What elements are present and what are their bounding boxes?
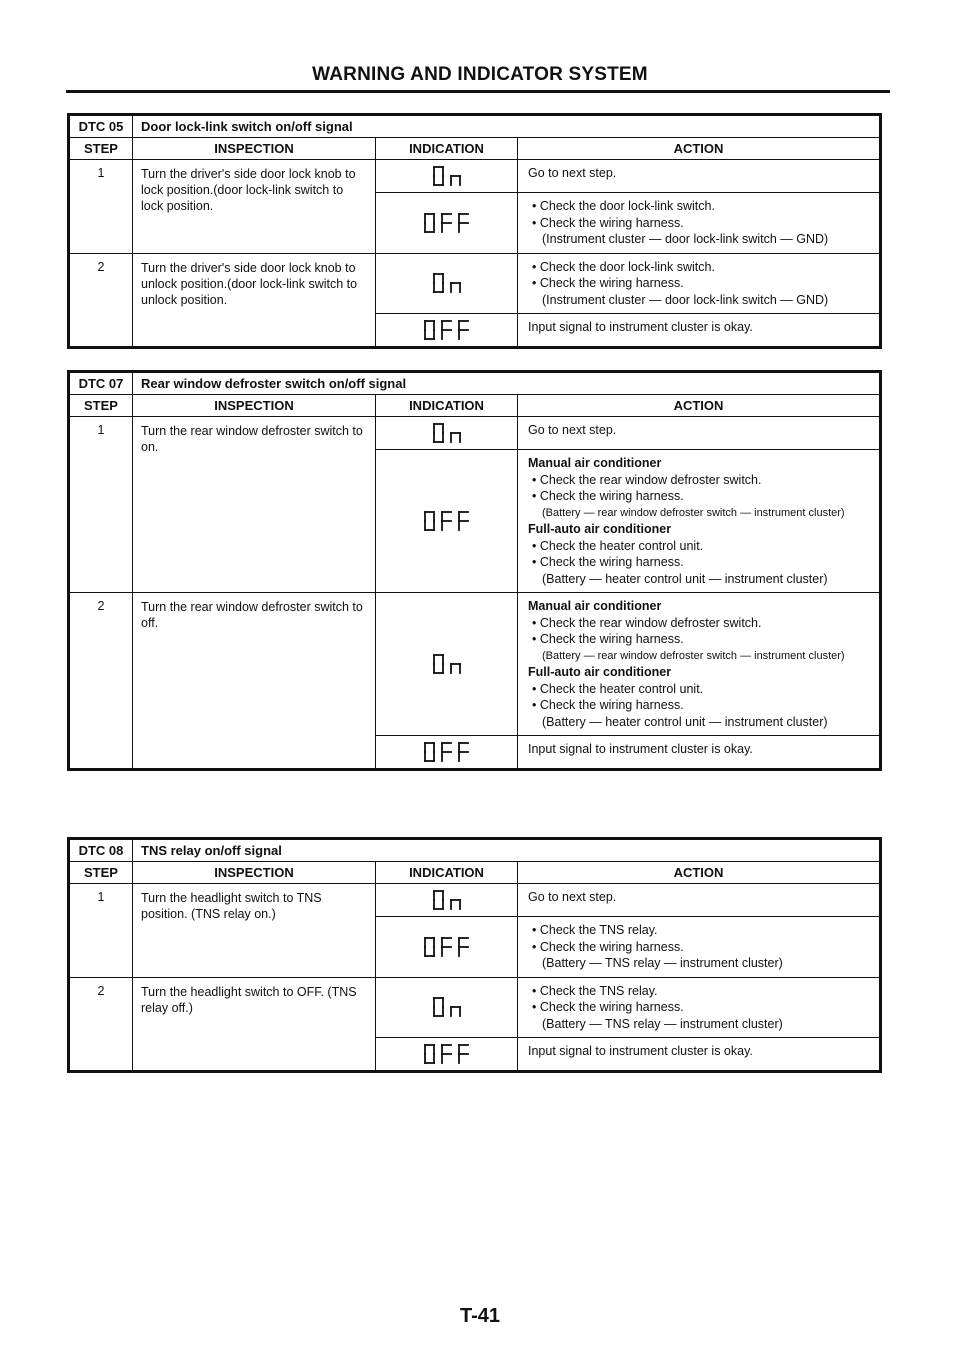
col-inspection: INSPECTION	[133, 138, 376, 160]
table-row	[70, 593, 880, 736]
indication-display-off	[376, 450, 518, 593]
action-cell	[518, 917, 880, 978]
col-indication: INDICATION	[376, 138, 518, 160]
action-line: Input signal to instrument cluster is okay.	[528, 1044, 753, 1058]
indication-display-on	[376, 884, 518, 917]
action-line: (Battery — rear window defroster switch — instrument cluster)	[542, 649, 845, 662]
table-row	[70, 160, 880, 193]
inspection-text: Turn the headlight switch to TNS position. (TNS relay on.)	[133, 884, 376, 978]
action-line: (Instrument cluster — door lock-link switch — GND)	[542, 232, 829, 246]
indication-display-off	[376, 736, 518, 769]
indication-display-off	[376, 917, 518, 978]
step-number: 2	[70, 253, 133, 347]
dtc-code: DTC 05	[70, 116, 133, 138]
dtc-title: Door lock-link switch on/off signal	[133, 116, 880, 138]
action-line: • Check the wiring harness.	[528, 999, 869, 1016]
action-line: • Check the wiring harness.	[528, 697, 869, 714]
indication-display-on	[376, 977, 518, 1038]
action-line: (Battery — rear window defroster switch — instrument cluster)	[542, 506, 845, 519]
action-line: Manual air conditioner	[528, 456, 662, 470]
col-step: STEP	[70, 395, 133, 417]
action-line: • Check the wiring harness.	[528, 215, 869, 232]
action-cell	[518, 253, 880, 314]
action-cell	[518, 736, 880, 769]
action-cell	[518, 884, 880, 917]
action-line: • Check the wiring harness.	[528, 939, 869, 956]
action-cell	[518, 160, 880, 193]
step-number: 1	[70, 884, 133, 978]
action-line: • Check the rear window defroster switch.	[528, 615, 869, 632]
action-line: • Check the TNS relay.	[528, 983, 869, 1000]
action-line: (Battery — TNS relay — instrument cluster)	[542, 956, 783, 970]
action-line: (Instrument cluster — door lock-link switch — GND)	[542, 292, 829, 307]
action-cell	[518, 593, 880, 736]
step-number: 1	[70, 417, 133, 593]
col-step: STEP	[70, 862, 133, 884]
dtc-title: TNS relay on/off signal	[133, 840, 880, 862]
action-line: Go to next step.	[528, 166, 617, 180]
action-line: • Check the wiring harness.	[528, 275, 869, 292]
title-rule	[66, 90, 890, 93]
inspection-text: Turn the rear window defroster switch to on.	[133, 417, 376, 593]
action-line: Input signal to instrument cluster is okay.	[528, 742, 753, 756]
inspection-text: Turn the driver's side door lock knob to unlock position.(door lock-link switch to unlock position.	[133, 253, 376, 347]
action-line: • Check the heater control unit.	[528, 681, 869, 698]
action-line: • Check the door lock-link switch.	[528, 198, 869, 215]
table-row	[70, 884, 880, 917]
dtc05-table	[67, 113, 882, 349]
col-action: ACTION	[518, 862, 880, 884]
action-line: • Check the rear window defroster switch.	[528, 472, 869, 489]
action-cell	[518, 314, 880, 347]
action-line: Full-auto air conditioner	[528, 665, 672, 679]
col-step: STEP	[70, 138, 133, 160]
action-line: • Check the wiring harness.	[528, 631, 869, 648]
col-inspection: INSPECTION	[133, 395, 376, 417]
dtc-title: Rear window defroster switch on/off signal	[133, 373, 880, 395]
col-action: ACTION	[518, 395, 880, 417]
indication-display-off	[376, 1038, 518, 1071]
table-row	[70, 253, 880, 314]
col-indication: INDICATION	[376, 862, 518, 884]
indication-display-on	[376, 417, 518, 450]
col-action: ACTION	[518, 138, 880, 160]
indication-display-on	[376, 593, 518, 736]
action-line: • Check the wiring harness.	[528, 554, 869, 571]
action-line: Full-auto air conditioner	[528, 522, 672, 536]
dtc07-table	[67, 370, 882, 771]
dtc-code: DTC 08	[70, 840, 133, 862]
step-number: 2	[70, 977, 133, 1071]
col-indication: INDICATION	[376, 395, 518, 417]
action-line: • Check the wiring harness.	[528, 488, 869, 505]
action-cell	[518, 450, 880, 593]
action-line: Input signal to instrument cluster is okay.	[528, 320, 753, 334]
action-line: (Battery — heater control unit — instrument cluster)	[542, 571, 828, 586]
action-cell	[518, 1038, 880, 1071]
action-line: • Check the door lock-link switch.	[528, 259, 869, 276]
table-row	[70, 417, 880, 450]
col-inspection: INSPECTION	[133, 862, 376, 884]
action-line: (Battery — TNS relay — instrument cluster)	[542, 1016, 783, 1031]
indication-display-on	[376, 160, 518, 193]
table-row	[70, 977, 880, 1038]
dtc-code: DTC 07	[70, 373, 133, 395]
page-number: T-41	[459, 1305, 501, 1327]
action-line: • Check the heater control unit.	[528, 538, 869, 555]
inspection-text: Turn the driver's side door lock knob to lock position.(door lock-link switch to lock position.	[133, 160, 376, 254]
step-number: 1	[70, 160, 133, 254]
action-cell	[518, 417, 880, 450]
action-cell	[518, 977, 880, 1038]
action-line: Go to next step.	[528, 423, 617, 437]
step-number: 2	[70, 593, 133, 769]
action-line: Go to next step.	[528, 890, 617, 904]
dtc08-table	[67, 837, 882, 1073]
action-cell	[518, 193, 880, 254]
page-title: WARNING AND INDICATOR SYSTEM	[312, 64, 648, 85]
indication-display-on	[376, 253, 518, 314]
indication-display-off	[376, 193, 518, 254]
inspection-text: Turn the headlight switch to OFF. (TNS relay off.)	[133, 977, 376, 1071]
action-line: • Check the TNS relay.	[528, 922, 869, 939]
action-line: Manual air conditioner	[528, 599, 662, 613]
indication-display-off	[376, 314, 518, 347]
inspection-text: Turn the rear window defroster switch to off.	[133, 593, 376, 769]
action-line: (Battery — heater control unit — instrument cluster)	[542, 714, 828, 729]
